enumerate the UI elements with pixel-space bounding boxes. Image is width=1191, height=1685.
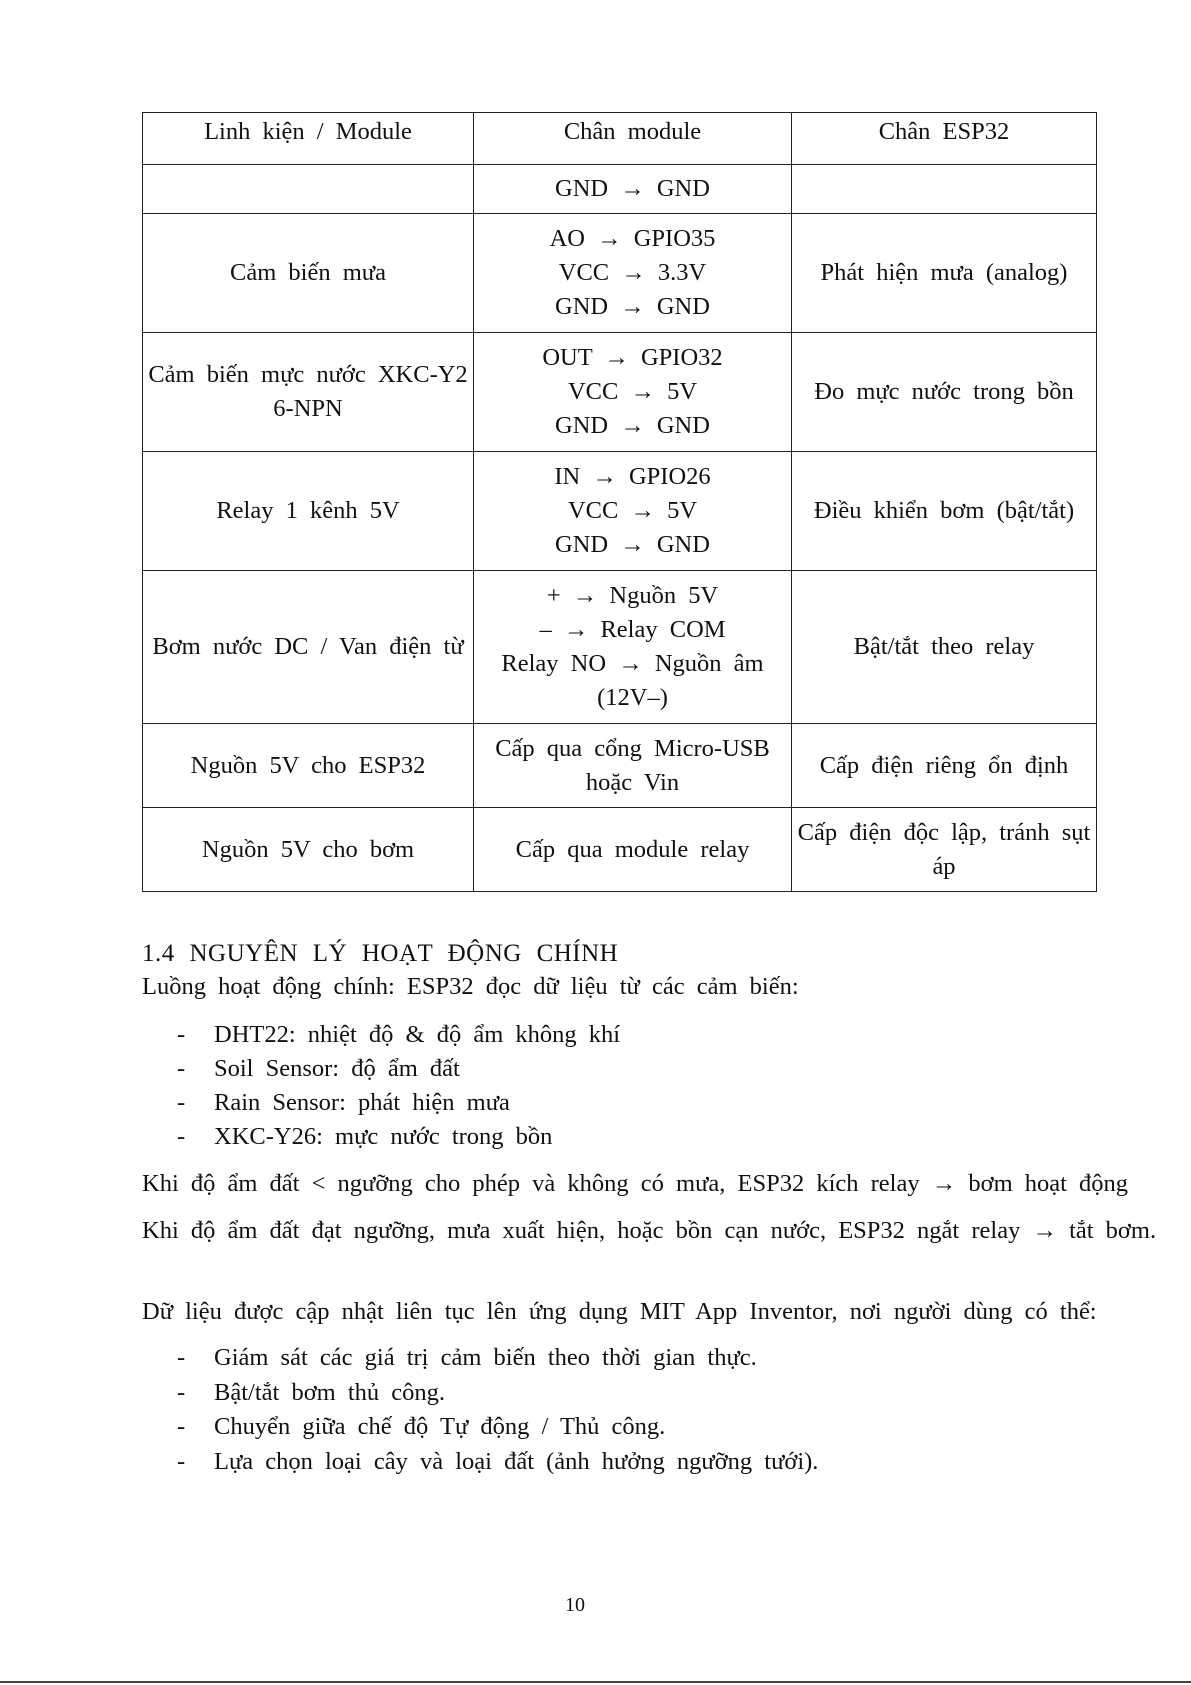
row-module: Relay 1 kênh 5V (143, 452, 474, 571)
row-esp: Điều khiển bơm (bật/tắt) (792, 452, 1097, 571)
feature-list (177, 1341, 818, 1479)
row-module: Cảm biến mực nước XKC-Y26-NPN (143, 333, 474, 452)
header-module-pin: Chân module (474, 113, 792, 165)
pin-line: (12V–) (597, 684, 668, 711)
table-row (143, 333, 1097, 452)
list-item: - DHT22: nhiệt độ & độ ẩm không khí (177, 1021, 621, 1048)
table-row (143, 452, 1097, 571)
pin-line: GND → GND (555, 412, 710, 439)
paragraph-app: Dữ liệu được cập nhật liên tục lên ứng dụng MIT App Inventor, nơi người dùng có thể: (142, 1298, 1097, 1325)
pin-line: + → Nguồn 5V (546, 582, 719, 609)
pin-line: GND → GND (555, 531, 710, 558)
row-pins (474, 808, 792, 892)
row-module: Cảm biến mưa (143, 214, 474, 333)
pin-line: – → Relay COM (539, 616, 726, 643)
table-row (143, 724, 1097, 808)
table-row (143, 808, 1097, 892)
table-header-row (143, 113, 1097, 165)
pin-line: hoặc Vin (585, 768, 680, 796)
list-item: - XKC-Y26: mực nước trong bồn (177, 1123, 553, 1150)
pin-line: OUT → GPIO32 (542, 344, 723, 371)
section-intro: Luồng hoạt động chính: ESP32 đọc dữ liệu từ các cảm biến: (142, 973, 799, 1000)
list-item: - Giám sát các giá trị cảm biến theo thời gian thực. (177, 1344, 757, 1371)
row-pins (474, 724, 792, 808)
row-esp: Cấp điện riêng ổn định (792, 724, 1097, 808)
row-module: Nguồn 5V cho ESP32 (143, 724, 474, 808)
table-row (143, 165, 1097, 214)
list-item: - Soil Sensor: độ ẩm đất (177, 1055, 460, 1082)
pin-line: IN → GPIO26 (554, 463, 711, 490)
list-item: - Chuyển giữa chế độ Tự động / Thủ công. (177, 1413, 666, 1440)
page-number: 10 (565, 1594, 585, 1616)
pin-line: Relay NO → Nguồn âm (501, 650, 764, 677)
list-item: - Lựa chọn loại cây và loại đất (ảnh hưởng ngưỡng tưới). (177, 1447, 819, 1475)
table-row (143, 214, 1097, 333)
header-esp32-pin: Chân ESP32 (792, 113, 1097, 165)
pin-line: GND → GND (555, 175, 710, 202)
row-module: Nguồn 5V cho bơm (143, 808, 474, 892)
section-heading: 1.4 NGUYÊN LÝ HOẠT ĐỘNG CHÍNH (142, 940, 619, 967)
row-esp: Phát hiện mưa (analog) (792, 214, 1097, 333)
paragraph-pump-on: Khi độ ẩm đất < ngưỡng cho phép và không có mưa, ESP32 kích relay → bơm hoạt động (142, 1170, 1129, 1197)
row-module: Bơm nước DC / Van điện từ (143, 571, 474, 724)
paragraph-pump-off: Khi độ ẩm đất đạt ngưỡng, mưa xuất hiện, hoặc bồn cạn nước, ESP32 ngắt relay → tắt bơm. (142, 1217, 1157, 1244)
header-module: Linh kiện / Module (143, 113, 474, 165)
table-row (143, 571, 1097, 724)
row-esp: Cấp điện độc lập, tránh sụt áp (792, 808, 1097, 892)
row-esp: Đo mực nước trong bồn (792, 333, 1097, 452)
row-module (143, 165, 474, 214)
sensor-list (177, 1018, 620, 1154)
list-item: - Rain Sensor: phát hiện mưa (177, 1089, 510, 1116)
footer-rule (0, 1681, 1191, 1683)
row-esp: Bật/tắt theo relay (792, 571, 1097, 724)
row-esp (792, 165, 1097, 214)
pin-line: Cấp qua cổng Micro-USB (495, 734, 770, 762)
list-item: - Bật/tắt bơm thủ công. (177, 1378, 446, 1406)
pin-line: GND → GND (555, 293, 710, 320)
pin-mapping-table (142, 112, 1097, 892)
row-pins (474, 333, 792, 452)
row-pins (474, 571, 792, 724)
row-pins (474, 165, 792, 214)
pin-line: VCC → 3.3V (558, 259, 707, 286)
pin-line: AO → GPIO35 (549, 225, 716, 252)
row-pins (474, 452, 792, 571)
row-pins (474, 214, 792, 333)
pin-line: Cấp qua module relay (515, 835, 750, 863)
pin-line: VCC → 5V (567, 497, 698, 524)
pin-line: VCC → 5V (567, 378, 698, 405)
